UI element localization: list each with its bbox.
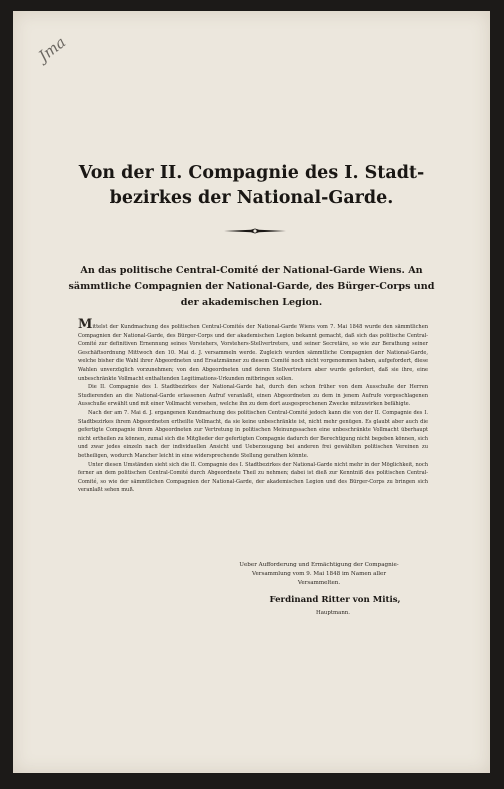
- document-title: Von der II. Compagnie des I. Stadt-bezirkes der National-Garde.: [78, 163, 425, 208]
- paragraph-1-text: ittelst der Kundmachung des politischen Central-Comités der National-Garde Wiens vom 7. Mai 1848 wurde den sämmtlichen Compagnien der National-Garde, des Bürger-Corps und der akademischen Legion bekannt gemacht, daß sich das politische Central-Comité zur definitiven Ernennung seines Vorstehers, Vorstehers-Stellvertreters, und seiner Secretäre, so wie zur Berathung seiner Geschäftsordnung Mittwoch den 10. Mai d. J. versammeln werde. Zugleich wurden sämmtliche Compagnien der National-Garde, welche bisher die Wahl ihrer Abgeordneten und Ersatzmänner zu diesem Comité noch nicht vorgenommen haben, aufgefordert, diese Wahlen unverzüglich vorzunehmen; von den Abgeordneten und deren Stellvertretern aber wurde gefordert, daß sie ihre, eine unbeschränkte Vollmacht enthaltenden Legitimations-Urkunden mitbringen sollen.: [78, 324, 428, 382]
- handwritten-annotation: Jma: [35, 33, 70, 66]
- paragraph-2: Die II. Compagnie des I. Stadtbezirkes der National-Garde hat, durch den schon früher von dem Ausschuße der Herren Studierenden an die National-Garde erlassenen Aufruf veranlaßt, einen Abgeordneten zu dem in jenem Aufrufe vorgeschlagenen Ausschuße erwählt und mit einer Vollmacht versehen, welche ihn zu dem dort ausgesprochenen Zwecke mitzuwirken befähigte.: [78, 384, 428, 408]
- signatory-name: Ferdinand Ritter von Mitis,: [269, 595, 401, 605]
- paragraph-1: [78, 317, 428, 383]
- address-line: An das politische Central-Comité der National-Garde Wiens. An sämmtliche Compagnien der National-Garde, des Bürger-Corps und der akademischen Legion.: [68, 265, 435, 308]
- closing-statement: Ueber Aufforderung und Ermächtigung der Compagnie-Versammlung vom 9. Mai 1848 im Namen aller Versammelten.: [239, 562, 399, 586]
- signatory-rank: Hauptmann.: [316, 610, 350, 616]
- body-text: [78, 317, 428, 495]
- paragraph-3: Nach der am 7. Mai d. J. ergangenen Kundmachung des politischen Central-Comité jedoch kann die von der II. Compagnie des I. Stadtbezirkes ihrem Abgeordneten ertheilte Vollmacht, da sie keine unbeschränkte ist, nicht mehr genügen. Es glaubt aber auch die gefertigte Compagnie ihrem Abgeordneten zur Vertretung in politischen Meinungssachen eine unbeschränkte Vollmacht überhaupt nicht ertheilen zu können, zumal sich die Mitglieder der gefertigten Compagnie dadurch der Berechtigung nicht begeben können, sich und zwar jedes einzeln nach der individuellen Ansicht und Ueberzeugung bei anderen frei gewählten politischen Vereinen zu betheiligen, wodurch Mancher leicht in eine widersprechende Stellung gerathen könnte.: [78, 409, 428, 459]
- drop-cap: M: [78, 317, 93, 332]
- poster-sheet: [13, 11, 490, 773]
- divider-ornament: [224, 228, 286, 234]
- paragraph-4: Unter diesen Umständen sieht sich die II. Compagnie des I. Stadtbezirkes der National-Garde nicht mehr in der Möglichkeit, noch ferner an dem politischen Central-Comité durch Abgeordnete Theil zu nehmen; dabei ist dieß zur Kenntniß des politischen Central-Comité, so wie der sämmtlichen Compagnien der National-Garde, der akademischen Legion und des Bürger-Corps zu bringen sich veranlaßt sehen muß.: [78, 461, 428, 494]
